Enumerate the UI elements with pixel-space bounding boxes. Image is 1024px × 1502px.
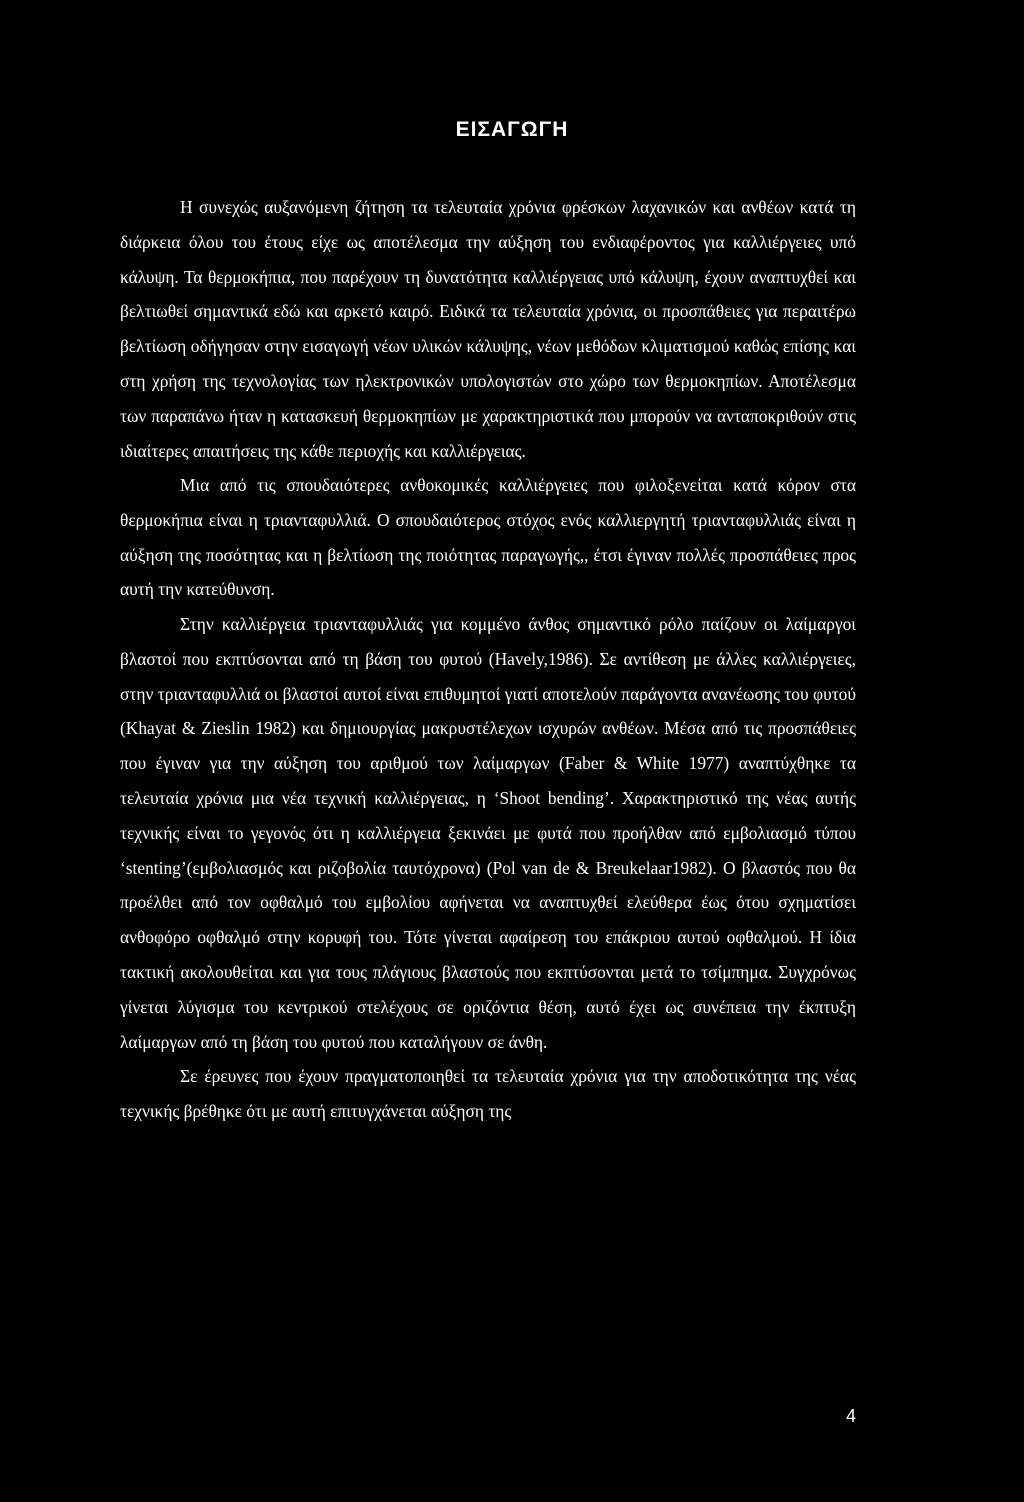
paragraph-4: Σε έρευνες που έχουν πραγματοποιηθεί τα τελευταία χρόνια για την αποδοτικότητα της νέας τεχνικής βρέθηκε ότι με αυτή επιτυγχάνεται αύξηση της <box>120 1066 856 1121</box>
page-title: ΕΙΣΑΓΩΓΗ <box>455 118 569 141</box>
paragraph-3: Στην καλλιέργεια τριανταφυλλιάς για κομμένο άνθος σημαντικό ρόλο παίζουν οι λαίμαργοι βλαστοί που εκπτύσονται από τη βάση του φυτού (Havely,1986). Σε αντίθεση με άλλες καλλιέργειες, στην τριανταφυλλιά οι βλαστοί αυτοί είναι επιθυμητοί γιατί αποτελούν παράγοντα ανανέωσης του φυτού (Khayat & Zieslin 1982) και δημιουργίας μακρυστέλεχων ισχυρών ανθέων. Μέσα από τις προσπάθειες που έγιναν για την αύξηση του αριθμού των λαίμαργων (Faber & White 1977) αναπτύχθηκε τα τελευταία χρόνια μια νέα τεχνική καλλιέργειας, η ‘Shoot bending’. Χαρακτηριστικό της νέας αυτής τεχνικής είναι το γεγονός ότι η καλλιέργεια ξεκινάει με φυτά που προήλθαν από εμβολιασμό τύπου ‘stenting’(εμβολιασμός και ριζοβολία ταυτόχρονα) (Pol van de & Breukelaar1982). Ο βλαστός που θα προέλθει από τον οφθαλμό του εμβολίου αφήνεται να αναπτυχθεί ελεύθερα έως ότου σχηματίσει ανθοφόρο οφθαλμό στην κορυφή του. Τότε γίνεται αφαίρεση του επάκριου αυτού οφθαλμού. Η ίδια τακτική ακολουθείται και για τους πλάγιους βλαστούς που εκπτύσονται μετά το τσίμπημα. Συγχρόνως γίνεται λύγισμα του κεντρικού στελέχους σε οριζόντια θέση, αυτό έχει ως συνέπεια την έκπτυξη λαίμαργων από τη βάση του φυτού που καταλήγουν σε άνθη. <box>120 614 856 1052</box>
paragraph-2: Μια από τις σπουδαιότερες ανθοκομικές καλλιέργειες που φιλοξενείται κατά κόρον στα θερμοκήπια είναι η τριανταφυλλιά. Ο σπουδαιότερος στόχος ενός καλλιεργητή τριανταφυλλιάς είναι η αύξηση της ποσότητας και η βελτίωση της ποιότητας παραγωγής,, έτσι έγιναν πολλές προσπάθειες προς αυτή την κατεύθυνση. <box>120 475 856 600</box>
paragraph-1: Η συνεχώς αυξανόμενη ζήτηση τα τελευταία χρόνια φρέσκων λαχανικών και ανθέων κατά τη διάρκεια όλου του έτους είχε ως αποτέλεσμα την αύξηση του ενδιαφέροντος για καλλιέργειες υπό κάλυψη. Τα θερμοκήπια, που παρέχουν τη δυνατότητα καλλιέργειας υπό κάλυψη, έχουν αναπτυχθεί και βελτιωθεί σημαντικά εδώ και αρκετό καιρό. Ειδικά τα τελευταία χρόνια, οι προσπάθειες για περαιτέρω βελτίωση οδήγησαν στην εισαγωγή νέων υλικών κάλυψης, νέων μεθόδων κλιματισμού καθώς επίσης και στη χρήση της τεχνολογίας των ηλεκτρονικών υπολογιστών στο χώρο των θερμοκηπίων. Αποτέλεσμα των παραπάνω ήταν η κατασκευή θερμοκηπίων με χαρακτηριστικά που μπορούν να ανταποκριθούν στις ιδιαίτερες απαιτήσεις της κάθε περιοχής και καλλιέργειας. <box>120 197 856 461</box>
page-number: 4 <box>845 1406 856 1426</box>
